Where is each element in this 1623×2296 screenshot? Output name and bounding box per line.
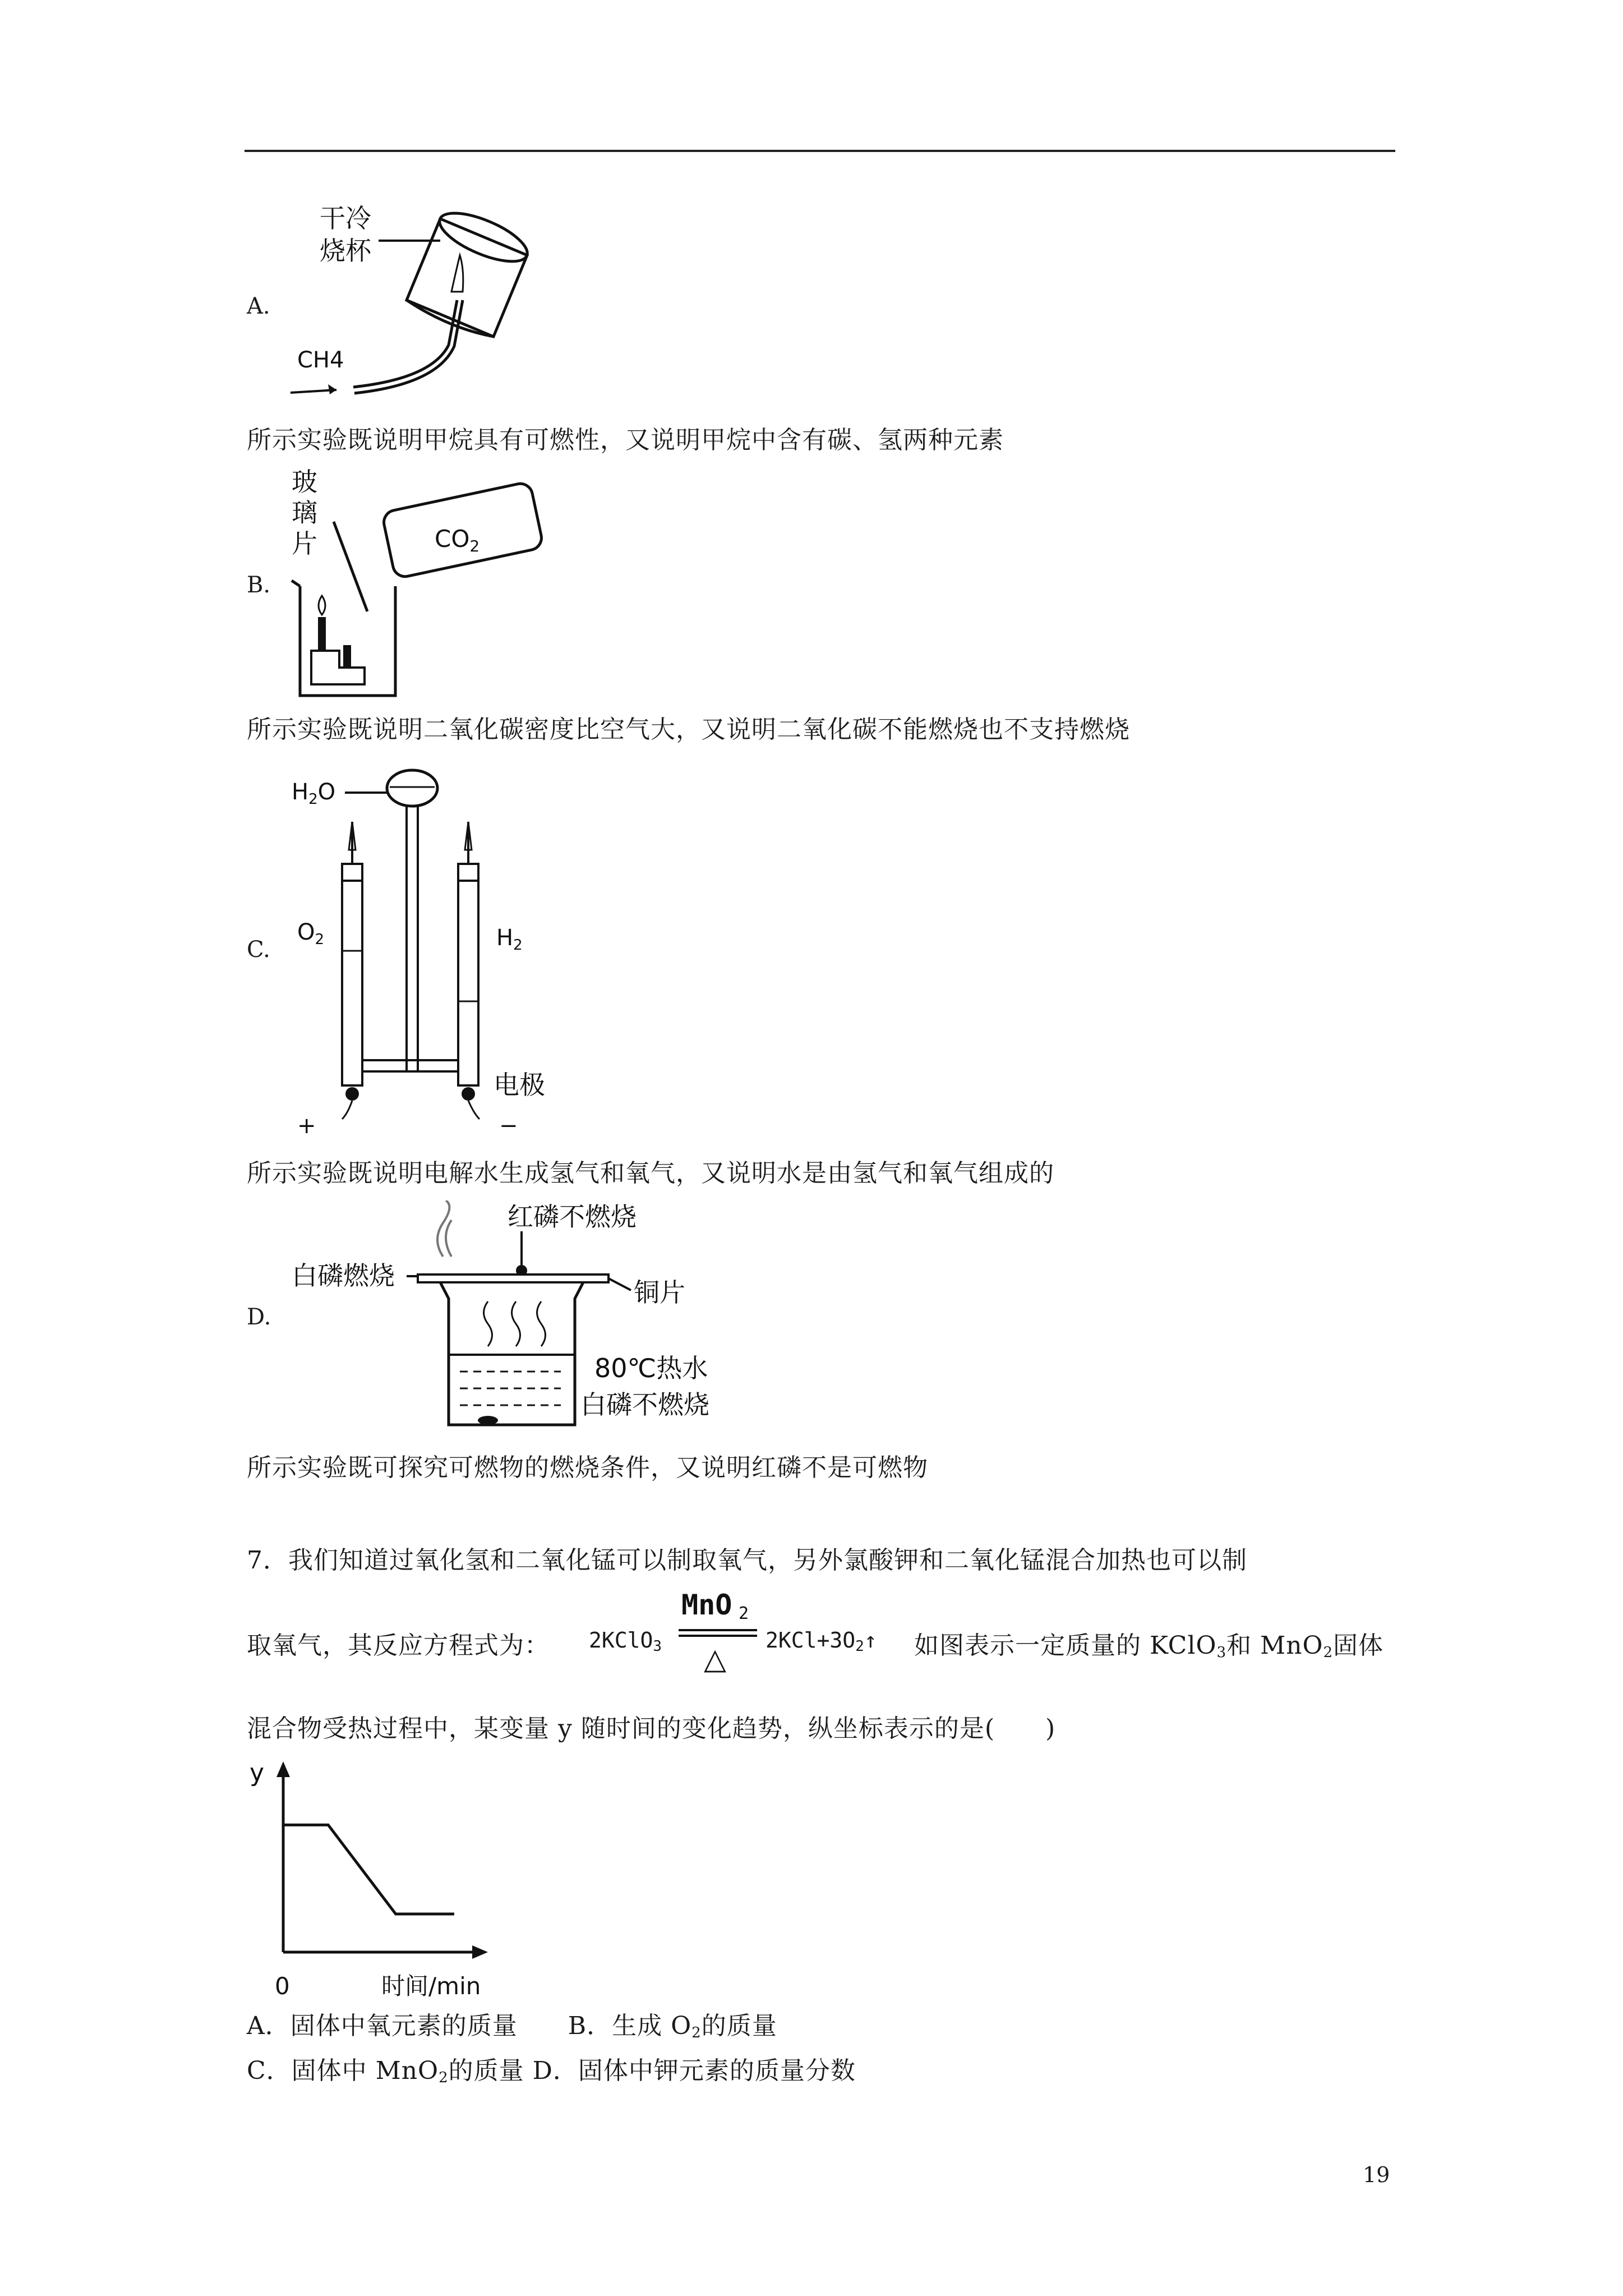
label-white-p-water: 白磷不燃烧 [580,1389,709,1420]
flame [451,255,463,292]
svg-text:2: 2 [739,1604,749,1623]
figure-combustion-conditions [280,1200,729,1430]
label-red-p: 红磷不燃烧 [508,1202,637,1232]
candle-low [343,645,351,668]
label-electrode: 电极 [494,1070,545,1100]
figure-co2-candles [280,466,550,701]
choices-row-1: A．固体中氧元素的质量 B．生成 $O_2$的质量 [247,2012,777,2041]
svg-text:璃: 璃 [292,498,317,528]
question-7-line-2-prefix: 取氧气，其反应方程式为： [247,1631,550,1660]
option-c-letter: C. [247,937,270,963]
label-beaker: 烧杯 [320,236,371,266]
right-tube [458,881,478,1085]
chart-origin-label: 0 [275,1972,290,2000]
label-h2o: $H_2O$ [292,779,336,808]
label-co2: CO2 [435,525,480,555]
x-axis-arrow [472,1945,488,1959]
option-d-caption: 所示实验既可探究可燃物的燃烧条件，又说明红磷不是可燃物 [247,1453,928,1482]
label-o2: $O_2$ [297,919,325,948]
figure-methane-combustion [280,194,538,401]
figure-water-electrolysis [280,760,572,1142]
option-a-caption: 所示实验既说明甲烷具有可燃性，又说明甲烷中含有碳、氢两种元素 [247,426,1004,454]
funnel [387,770,437,806]
series-line [283,1825,454,1914]
question-7-line-2-rest: 如图表示一定质量的 KClO$_3$和 MnO$_2$固体 [914,1631,1384,1661]
candle-high [318,617,326,651]
option-b-caption: 所示实验既说明二氧化碳密度比空气大，又说明二氧化碳不能燃烧也不支持燃烧 [247,715,1130,744]
left-tube [342,881,362,1085]
chart-y-label: y [250,1759,265,1787]
question-7-line-1: 7．我们知道过氧化氢和二氧化锰可以制取氧气，另外氯酸钾和二氧化锰混合加热也可以制 [247,1546,1247,1575]
label-dry-cold: 干冷 [320,203,371,233]
chart-x-label: 时间/min [381,1972,481,2000]
label-hot-water: 80℃热水 [594,1353,708,1383]
option-a-letter: A. [247,293,270,319]
glass-plate [334,522,367,611]
y-vs-time-chart [241,1750,555,2003]
option-c-caption: 所示实验既说明电解水生成氢气和氧气，又说明水是由氢气和氧气组成的 [247,1159,1054,1188]
question-7-line-3: 混合物受热过程中，某变量 y 随时间的变化趋势，纵坐标表示的是( ) [247,1714,1056,1743]
option-d-letter: D. [247,1304,271,1330]
stairs [311,651,365,684]
label-white-p: 白磷燃烧 [292,1260,395,1291]
y-axis-arrow [276,1761,290,1777]
beaker-body [407,219,527,337]
equation-right: $2KCl+3O_2↑$ [766,1628,877,1655]
svg-text:片: 片 [292,528,317,559]
svg-text:△: △ [704,1642,726,1676]
label-ch4: CH4 [297,347,344,373]
label-plus: + [297,1113,316,1139]
choices-row-2: C．固体中 MnO$_2$的质量 D．固体中钾元素的质量分数 [247,2056,856,2086]
header-rule [245,150,1395,152]
copper-plate [418,1274,608,1282]
svg-text:玻: 玻 [292,467,317,497]
label-minus: − [499,1113,518,1139]
option-b-letter: B. [247,572,271,598]
svg-text:MnO: MnO [681,1589,732,1621]
beaker [300,586,395,696]
equation-condition [676,1582,760,1677]
page-number: 19 [1363,2162,1390,2187]
gas-tube [353,300,457,387]
equation-left: 2KClO$_3$ [589,1628,662,1655]
label-h2: $H_2$ [496,925,523,954]
label-copper: 铜片 [634,1277,685,1308]
